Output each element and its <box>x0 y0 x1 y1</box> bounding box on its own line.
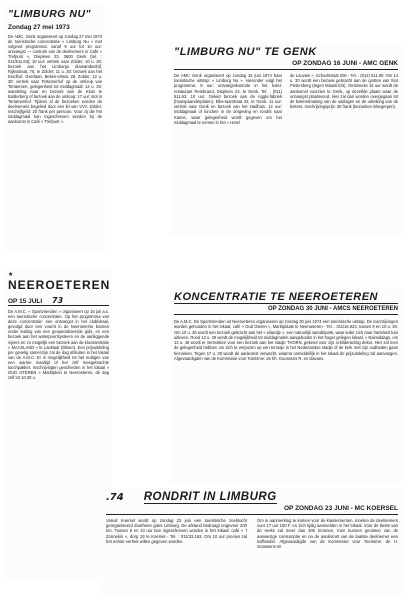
clipping-column-2: de Louvain », Schoolstraat 206 - Tel. : (012) 511.00. Om 14 u. 30 wordt een bezoek gebracht aan de grotten van Sint Pietersberg (tegen Maastricht). Omstreeks 16 uur wordt de aankomst voorzien te Genk, op dezelfde plaats waar de ontvangst plaatsvond. Hier zal dan worden overgegaan tot de bekendmaking van de uitslagen en de uitreiking van de bekers. Inschrijvingsprijs: 30 frank (bezoeken inbegrepen). <box>290 73 398 110</box>
divider <box>8 305 109 306</box>
clipping-limburg-nu-te-genk <box>170 42 402 237</box>
clipping-body: De A.M.C. « Sportvrienden » organiseert op 15 juli a.s. een toeristische concentratie. Op het programma van deze concentratie: een ontvangst in het clublokaal, gevolgd door een voorrit in de Neeroeterse bossen onder leiding van een gespecialiseerde gids, en een bezoek aan het waterpoortsysteem en de aanliggende vijvers en zo mogelijk een bezoek aan de kloosterstatie « MAASLAND » te Lanklaar (Dilsen). Een prijsuitdeling per geselig samenzijn zal de dag afsluiten in het lokaal van de A.M.C. Er is mogelijkheid tot het nuttigen van een warme maaltijd of het zelf meegebrachte lunchpakket. Inschrijvingen geschieden in het lokaal « OUD OTEREN » Marktplein te Neeroeteren, de dag zelf tot 10.30 u. <box>8 309 109 381</box>
clipping-koncentratie-neeroeteren <box>170 287 402 483</box>
clipping-neeroeteren-1973 <box>5 268 112 578</box>
clipping-title: "LIMBURG NU" TE GENK <box>174 46 317 58</box>
star-icon: ★ <box>8 272 14 278</box>
clipping-subtitle: OP ZONDAG 30 JUNI - AMCS NEEROETEREN <box>174 306 398 315</box>
clipping-column-1: De AMC Genk organiseert op zondag 16 juni 1974 haar toeristische uitstap: « Limburg Nu ». Hieronder volgt het programma: 9 uur: ontvangstkontrole in het hotel-restaurant Rembrand, Diepleen 23, te Genk. Tel. : (011) 511.63. 10 uur: Geleid bezoek aan de Agglo-fabriek (houtspaanderplaten), Elke-laarstraat 33, te Genk. 11 uur: vertrek naar Genk en bezoek van het stadhuis. 12 uur: middagmaal of lunchen in de omgeving en rondrit naar Kanne, waar gelegenheid wordt gegeven om het middagmaal te nemen in het « Hotel <box>174 73 282 125</box>
clipping-limburg-nu-1973 <box>5 5 105 253</box>
clipping-date-line <box>8 296 109 305</box>
clipping-subtitle: OP ZONDAG 16 JUNI - AMC GENK <box>174 60 398 70</box>
handwritten-year: 73 <box>52 296 64 305</box>
clipping-columns <box>174 73 398 125</box>
clipping-column-1: Vanuit Koersel wordt op zondag 23 juni een toeristische zoektocht georganiseerd doorheen gans Limburg. De afstand bedraagt ongeveer 200 km. Tussen 8 en 10 uur kan ingeschreven worden in het lokaal: café « 't Zonnekin », dorp 19 te Koersel - Tel. : 011/33.163. Om 10 uur precies zal het eerste vertrek willen gegeven worden. <box>106 518 247 544</box>
clipping-body: De AMC. Genk organiseert op zondag 27 mei 1973 de toeristische concentratie « Limburg Nu » met volgend programma: vanaf 9 uur tot 10 uur: ontvangst — controle van de deelnemers in Café « Trefpunt », Diepleen 23, 3600 Genk (tel. : 011/511.63); 10 uur: vertrek naar Zolder; 10 u. 30: bezoek aan het Limburgs diamantbedrijf, Rijksstraat, 75, te Zolder; 11 u. 30: bezoek aan het Kerdhof, Overlaan, Beken-straat, 28, Zolder; 12 u. 30: vertrek naar Tertamerhof op de omloop van Tertaemen, gelegenheid tot middagmaal; 14 u. 30: wandeling naar en bezoek aan de Kluis te Bolderberg of bezoek aan de omloop; 17 uur: slot in Tertamenhof. Tijdens al de bezoeken worden de deelnemers begeleid door een lid van VVV. Zolder. Inschrijfgeld: 20 frank per persoon. Voor zij die het middagmaal kan ingeschreven worden bij de aankomst in Café « Trefpunt ». <box>8 34 102 124</box>
clipping-title: RONDRIT IN LIMBURG <box>143 491 277 503</box>
handwritten-year: .74 <box>106 492 124 503</box>
clipping-column-2: Om in aanmerking te komen voor de klassementen, moeten de deelnemers voor 17 uur 150 F. en zich tijdig aanmelden in het lokaal. Voor de beste van de reeks zal meer dan 300 kroonen, men kunnen genieten van de aanwezige consumptie en na de aankomst van de laatste deelnemer een koffietafel. Afgevaardigde van de Kommissie voor Toerisme: de H. Goossens W. <box>257 518 398 550</box>
clipping-title: KONCENTRATIE TE NEEROETEREN <box>174 291 398 304</box>
clipping-columns <box>106 518 398 549</box>
clipping-subtitle: OP ZONDAG 23 JUNI - MC KOERSEL <box>106 505 398 515</box>
clipping-header <box>106 491 398 504</box>
clipping-title: NEEROETEREN <box>8 278 111 292</box>
clipping-rondrit-in-limburg <box>102 488 402 595</box>
clipping-date: OP 15 JULI <box>8 298 43 305</box>
clipping-title: "LIMBURG NU" <box>8 8 92 20</box>
clipping-body: De A.M.C. De Sportvrienden uit Neeroeteren organiseren op zondag 30 juni 1974 een toeristische uitstap. De inschrijvingen worden gehouden in het lokaal, café « Oud Oteren », Marktplaats te Neeroeteren - Tel. : 011/16.023, tussen 9 en 10 u. 30. Om 10 u. 30 wordt een bezoek gebracht aan het « eilandje », een natuurlijk wandelpark, waar ieder zich naar harteluist kan uitleven. Rond 12 u. 30 wordt de mogelijkheid tot middagmalen aangeboden in het hoger gelegen lokaal. « Naimiddags, om 13 u. 45 wordt er vertrokken voor een bezoek aan het stadje THORN, gekend voor zijn schilderachtig dekor. Hier zal men de gelegenheid hebben om zich te verpozen op een terrasje in het Nederlandse stadje of de kerk met zijn oudheden gaan bezoeken. Tegen 17 u. 30 wordt de aankomst verwacht, waarna onmiddellijk in het lokaal de prijsuitdeling zal aanvangen. Afgevaardigden van de Kommissie voor Toerisme: de hh. Goossens R. en Davans. <box>174 319 398 362</box>
clipping-date: Zondag 27 mei 1973 <box>8 24 70 31</box>
